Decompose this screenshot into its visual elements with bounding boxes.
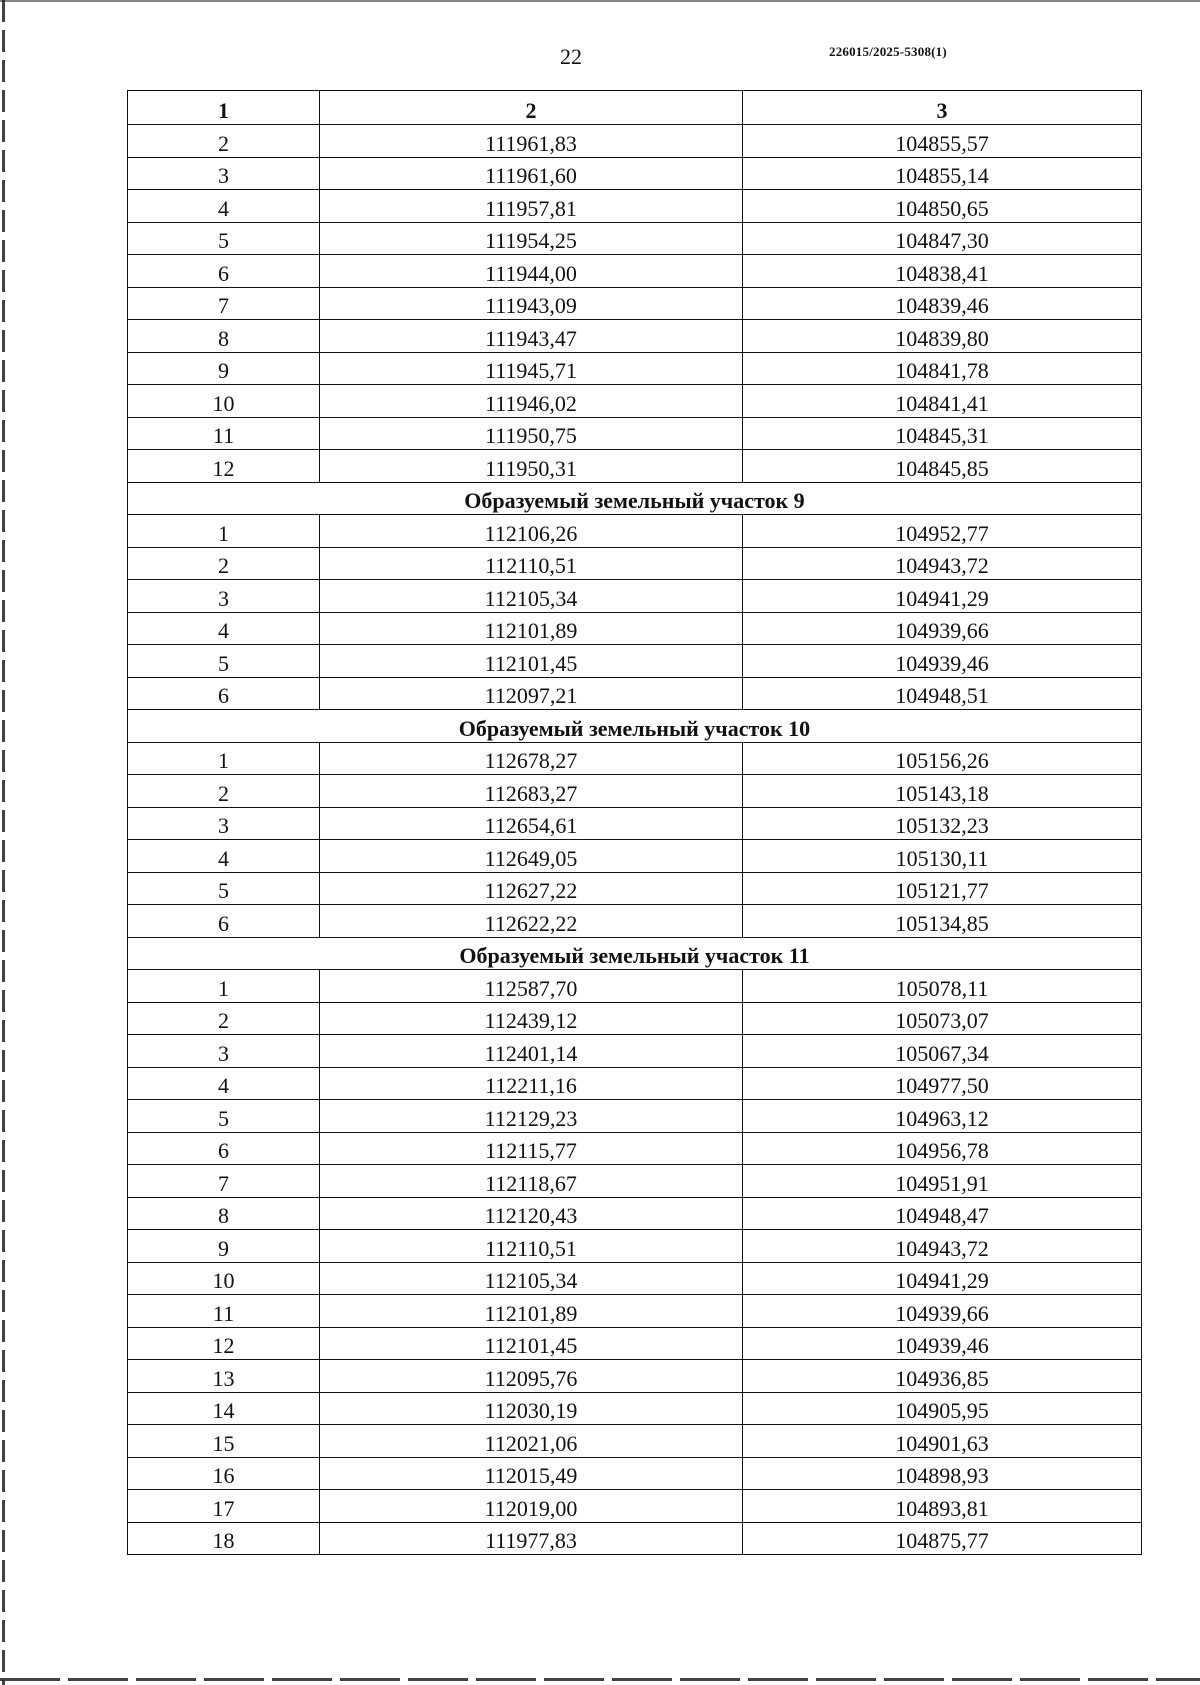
table-header-row bbox=[128, 91, 1142, 125]
y-coordinate-cell: 104963,12 bbox=[743, 1100, 1142, 1133]
y-coordinate-cell: 104952,77 bbox=[743, 515, 1142, 548]
scan-edge-top bbox=[0, 0, 1200, 2]
point-number-cell: 11 bbox=[128, 417, 320, 450]
table-row bbox=[128, 157, 1142, 190]
x-coordinate-cell: 111954,25 bbox=[320, 222, 743, 255]
point-number-cell: 6 bbox=[128, 255, 320, 288]
section-header-row bbox=[128, 482, 1142, 515]
x-coordinate-cell: 111944,00 bbox=[320, 255, 743, 288]
table-body bbox=[128, 125, 1142, 1555]
point-number-cell: 3 bbox=[128, 1035, 320, 1068]
point-number-cell: 10 bbox=[128, 1262, 320, 1295]
x-coordinate-cell: 112654,61 bbox=[320, 807, 743, 840]
x-coordinate-cell: 112120,43 bbox=[320, 1197, 743, 1230]
point-number-cell: 1 bbox=[128, 970, 320, 1003]
section-title: Образуемый земельный участок 11 bbox=[128, 937, 1142, 970]
x-coordinate-cell: 111950,75 bbox=[320, 417, 743, 450]
y-coordinate-cell: 104839,80 bbox=[743, 320, 1142, 353]
table-row bbox=[128, 1457, 1142, 1490]
x-coordinate-cell: 112101,89 bbox=[320, 1295, 743, 1328]
x-coordinate-cell: 111961,83 bbox=[320, 125, 743, 158]
x-coordinate-cell: 112097,21 bbox=[320, 677, 743, 710]
x-coordinate-cell: 111943,09 bbox=[320, 287, 743, 320]
point-number-cell: 1 bbox=[128, 742, 320, 775]
table-row bbox=[128, 612, 1142, 645]
y-coordinate-cell: 104939,66 bbox=[743, 612, 1142, 645]
table-row bbox=[128, 1392, 1142, 1425]
x-coordinate-cell: 112030,19 bbox=[320, 1392, 743, 1425]
y-coordinate-cell: 104939,46 bbox=[743, 1327, 1142, 1360]
table-row bbox=[128, 125, 1142, 158]
y-coordinate-cell: 104893,81 bbox=[743, 1490, 1142, 1523]
x-coordinate-cell: 112106,26 bbox=[320, 515, 743, 548]
y-coordinate-cell: 105067,34 bbox=[743, 1035, 1142, 1068]
point-number-cell: 10 bbox=[128, 385, 320, 418]
point-number-cell: 7 bbox=[128, 1165, 320, 1198]
y-coordinate-cell: 104845,31 bbox=[743, 417, 1142, 450]
x-coordinate-cell: 112587,70 bbox=[320, 970, 743, 1003]
scan-edge-bottom bbox=[0, 1678, 1200, 1681]
y-coordinate-cell: 104948,51 bbox=[743, 677, 1142, 710]
y-coordinate-cell: 104941,29 bbox=[743, 580, 1142, 613]
point-number-cell: 4 bbox=[128, 1067, 320, 1100]
page-number: 22 bbox=[560, 44, 582, 69]
point-number-cell: 1 bbox=[128, 515, 320, 548]
point-number-cell: 5 bbox=[128, 872, 320, 905]
x-coordinate-cell: 111946,02 bbox=[320, 385, 743, 418]
y-coordinate-cell: 104841,78 bbox=[743, 352, 1142, 385]
table-row bbox=[128, 905, 1142, 938]
point-number-cell: 3 bbox=[128, 157, 320, 190]
y-coordinate-cell: 104943,72 bbox=[743, 1230, 1142, 1263]
table-row bbox=[128, 515, 1142, 548]
point-number-cell: 11 bbox=[128, 1295, 320, 1328]
y-coordinate-cell: 104839,46 bbox=[743, 287, 1142, 320]
table-row bbox=[128, 580, 1142, 613]
table-row bbox=[128, 417, 1142, 450]
table-row bbox=[128, 320, 1142, 353]
x-coordinate-cell: 111957,81 bbox=[320, 190, 743, 223]
y-coordinate-cell: 104905,95 bbox=[743, 1392, 1142, 1425]
y-coordinate-cell: 104941,29 bbox=[743, 1262, 1142, 1295]
x-coordinate-cell: 112439,12 bbox=[320, 1002, 743, 1035]
x-coordinate-cell: 112115,77 bbox=[320, 1132, 743, 1165]
point-number-cell: 9 bbox=[128, 352, 320, 385]
x-coordinate-cell: 112211,16 bbox=[320, 1067, 743, 1100]
table-row bbox=[128, 1327, 1142, 1360]
document-code: 226015/2025-5308(1) bbox=[829, 44, 947, 59]
x-coordinate-cell: 112401,14 bbox=[320, 1035, 743, 1068]
point-number-cell: 4 bbox=[128, 840, 320, 873]
x-coordinate-cell: 112649,05 bbox=[320, 840, 743, 873]
point-number-cell: 13 bbox=[128, 1360, 320, 1393]
table-row bbox=[128, 840, 1142, 873]
y-coordinate-cell: 104841,41 bbox=[743, 385, 1142, 418]
point-number-cell: 14 bbox=[128, 1392, 320, 1425]
point-number-cell: 2 bbox=[128, 125, 320, 158]
section-header-row bbox=[128, 710, 1142, 743]
table-row bbox=[128, 1132, 1142, 1165]
y-coordinate-cell: 104875,77 bbox=[743, 1522, 1142, 1555]
y-coordinate-cell: 105143,18 bbox=[743, 775, 1142, 808]
x-coordinate-cell: 112101,45 bbox=[320, 645, 743, 678]
y-coordinate-cell: 104977,50 bbox=[743, 1067, 1142, 1100]
point-number-cell: 7 bbox=[128, 287, 320, 320]
point-number-cell: 9 bbox=[128, 1230, 320, 1263]
y-coordinate-cell: 104943,72 bbox=[743, 547, 1142, 580]
x-coordinate-cell: 112101,89 bbox=[320, 612, 743, 645]
point-number-cell: 6 bbox=[128, 1132, 320, 1165]
y-coordinate-cell: 104948,47 bbox=[743, 1197, 1142, 1230]
table-row bbox=[128, 807, 1142, 840]
y-coordinate-cell: 104855,57 bbox=[743, 125, 1142, 158]
table-row bbox=[128, 1360, 1142, 1393]
y-coordinate-cell: 104951,91 bbox=[743, 1165, 1142, 1198]
point-number-cell: 8 bbox=[128, 320, 320, 353]
point-number-cell: 5 bbox=[128, 645, 320, 678]
y-coordinate-cell: 105156,26 bbox=[743, 742, 1142, 775]
point-number-cell: 2 bbox=[128, 1002, 320, 1035]
x-coordinate-cell: 111945,71 bbox=[320, 352, 743, 385]
x-coordinate-cell: 112129,23 bbox=[320, 1100, 743, 1133]
point-number-cell: 12 bbox=[128, 450, 320, 483]
point-number-cell: 18 bbox=[128, 1522, 320, 1555]
x-coordinate-cell: 112105,34 bbox=[320, 1262, 743, 1295]
table-row bbox=[128, 775, 1142, 808]
table-row bbox=[128, 742, 1142, 775]
table-row bbox=[128, 1490, 1142, 1523]
point-number-cell: 4 bbox=[128, 190, 320, 223]
table-row bbox=[128, 1197, 1142, 1230]
y-coordinate-cell: 104939,66 bbox=[743, 1295, 1142, 1328]
y-coordinate-cell: 104855,14 bbox=[743, 157, 1142, 190]
x-coordinate-cell: 112683,27 bbox=[320, 775, 743, 808]
x-coordinate-cell: 111977,83 bbox=[320, 1522, 743, 1555]
point-number-cell: 15 bbox=[128, 1425, 320, 1458]
y-coordinate-cell: 104936,85 bbox=[743, 1360, 1142, 1393]
y-coordinate-cell: 105134,85 bbox=[743, 905, 1142, 938]
y-coordinate-cell: 104901,63 bbox=[743, 1425, 1142, 1458]
table-row bbox=[128, 1522, 1142, 1555]
point-number-cell: 6 bbox=[128, 677, 320, 710]
table-row bbox=[128, 190, 1142, 223]
x-coordinate-cell: 112110,51 bbox=[320, 547, 743, 580]
y-coordinate-cell: 104956,78 bbox=[743, 1132, 1142, 1165]
x-coordinate-cell: 112622,22 bbox=[320, 905, 743, 938]
point-number-cell: 4 bbox=[128, 612, 320, 645]
table-row bbox=[128, 352, 1142, 385]
table-row bbox=[128, 1295, 1142, 1328]
table-row bbox=[128, 385, 1142, 418]
table-row bbox=[128, 1002, 1142, 1035]
section-header-row bbox=[128, 937, 1142, 970]
table-row bbox=[128, 287, 1142, 320]
table-row bbox=[128, 645, 1142, 678]
table-row bbox=[128, 1067, 1142, 1100]
y-coordinate-cell: 105073,07 bbox=[743, 1002, 1142, 1035]
table-row bbox=[128, 1425, 1142, 1458]
x-coordinate-cell: 111961,60 bbox=[320, 157, 743, 190]
y-coordinate-cell: 104838,41 bbox=[743, 255, 1142, 288]
table-row bbox=[128, 255, 1142, 288]
x-coordinate-cell: 112678,27 bbox=[320, 742, 743, 775]
point-number-cell: 2 bbox=[128, 547, 320, 580]
table-row bbox=[128, 547, 1142, 580]
point-number-cell: 6 bbox=[128, 905, 320, 938]
y-coordinate-cell: 104898,93 bbox=[743, 1457, 1142, 1490]
y-coordinate-cell: 104847,30 bbox=[743, 222, 1142, 255]
x-coordinate-cell: 112019,00 bbox=[320, 1490, 743, 1523]
table-row bbox=[128, 872, 1142, 905]
y-coordinate-cell: 105130,11 bbox=[743, 840, 1142, 873]
y-coordinate-cell: 105078,11 bbox=[743, 970, 1142, 1003]
point-number-cell: 3 bbox=[128, 580, 320, 613]
point-number-cell: 17 bbox=[128, 1490, 320, 1523]
scan-edge-left bbox=[2, 0, 5, 1685]
table-row bbox=[128, 1100, 1142, 1133]
column-header-3: 3 bbox=[743, 91, 1142, 125]
coordinates-table bbox=[127, 90, 1142, 1555]
table-row bbox=[128, 222, 1142, 255]
table-row bbox=[128, 1262, 1142, 1295]
x-coordinate-cell: 112101,45 bbox=[320, 1327, 743, 1360]
x-coordinate-cell: 112627,22 bbox=[320, 872, 743, 905]
y-coordinate-cell: 104845,85 bbox=[743, 450, 1142, 483]
table-row bbox=[128, 1230, 1142, 1263]
x-coordinate-cell: 112110,51 bbox=[320, 1230, 743, 1263]
point-number-cell: 5 bbox=[128, 222, 320, 255]
section-title: Образуемый земельный участок 10 bbox=[128, 710, 1142, 743]
table-row bbox=[128, 450, 1142, 483]
column-header-2: 2 bbox=[320, 91, 743, 125]
table-row bbox=[128, 1035, 1142, 1068]
point-number-cell: 3 bbox=[128, 807, 320, 840]
point-number-cell: 8 bbox=[128, 1197, 320, 1230]
x-coordinate-cell: 112021,06 bbox=[320, 1425, 743, 1458]
y-coordinate-cell: 104939,46 bbox=[743, 645, 1142, 678]
point-number-cell: 5 bbox=[128, 1100, 320, 1133]
y-coordinate-cell: 105132,23 bbox=[743, 807, 1142, 840]
table-row bbox=[128, 1165, 1142, 1198]
point-number-cell: 2 bbox=[128, 775, 320, 808]
point-number-cell: 12 bbox=[128, 1327, 320, 1360]
point-number-cell: 16 bbox=[128, 1457, 320, 1490]
x-coordinate-cell: 112015,49 bbox=[320, 1457, 743, 1490]
x-coordinate-cell: 112095,76 bbox=[320, 1360, 743, 1393]
x-coordinate-cell: 111950,31 bbox=[320, 450, 743, 483]
column-header-1: 1 bbox=[128, 91, 320, 125]
x-coordinate-cell: 111943,47 bbox=[320, 320, 743, 353]
section-title: Образуемый земельный участок 9 bbox=[128, 482, 1142, 515]
x-coordinate-cell: 112105,34 bbox=[320, 580, 743, 613]
x-coordinate-cell: 112118,67 bbox=[320, 1165, 743, 1198]
y-coordinate-cell: 104850,65 bbox=[743, 190, 1142, 223]
table-row bbox=[128, 677, 1142, 710]
y-coordinate-cell: 105121,77 bbox=[743, 872, 1142, 905]
table-row bbox=[128, 970, 1142, 1003]
